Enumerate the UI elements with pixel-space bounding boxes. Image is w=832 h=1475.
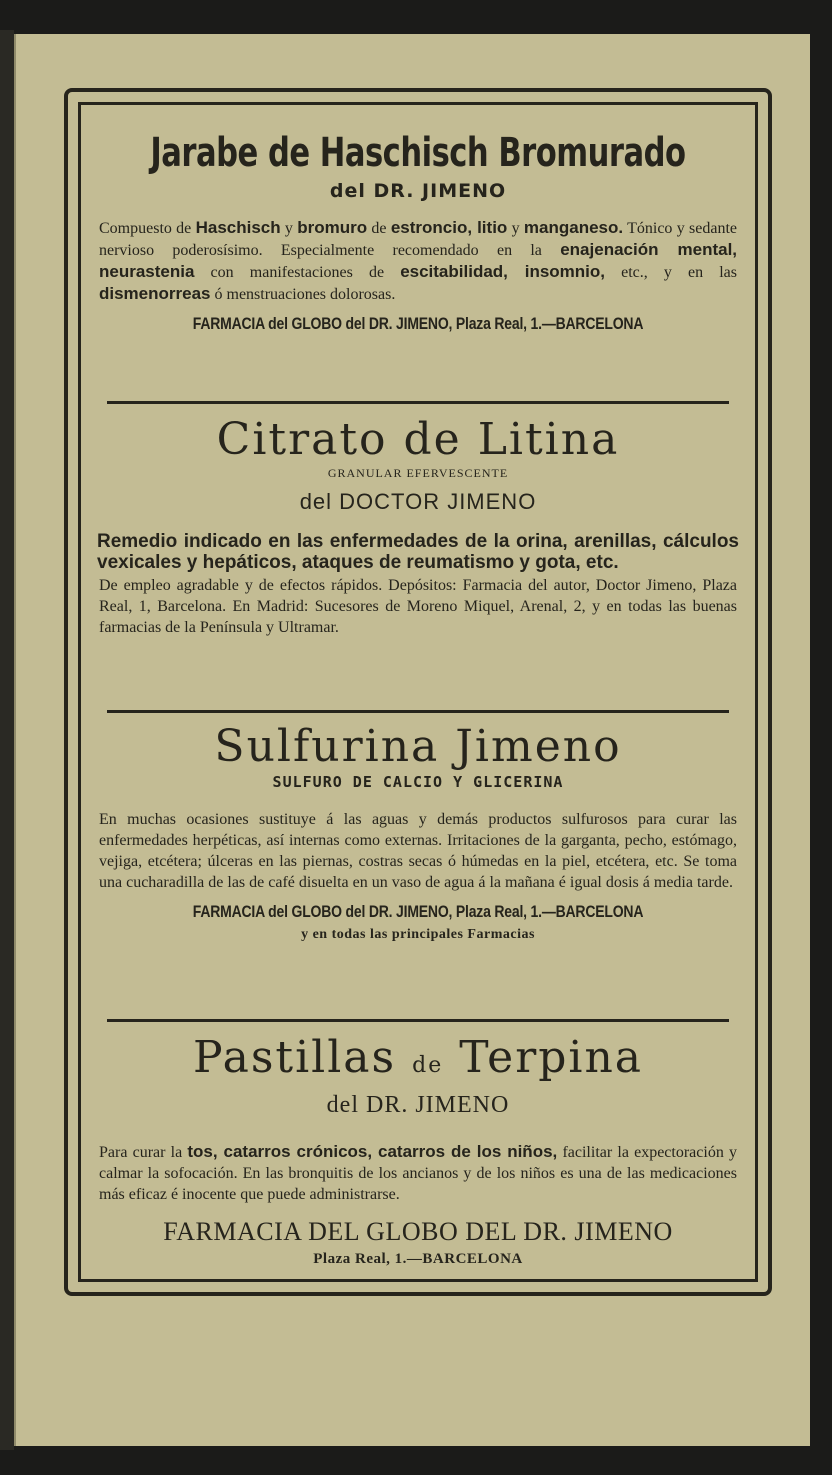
emphasis-run: dismenorreas <box>99 284 211 303</box>
text-run: facilitar la expectoración y calmar la sofocación. En las bronquitis de los ancianos y de los niños es una de las medicaciones más eficaz é inocente que puede administrarse. <box>99 1144 738 1203</box>
ad-title <box>97 1032 739 1092</box>
ad-subtitle: SULFURO DE CALCIO Y GLICERINA <box>272 773 564 791</box>
title-part: Terpina <box>459 1032 644 1083</box>
text-run: Compuesto de <box>99 220 196 237</box>
ad-subtitle: del DOCTOR JIMENO <box>299 489 537 514</box>
divider <box>107 401 729 404</box>
ad-sulfurina <box>97 721 739 1019</box>
text-run: y <box>280 220 298 237</box>
ad-title: Citrato de Litina <box>216 414 620 465</box>
text-run: de <box>367 220 391 237</box>
ad-subtitle: del DR. JIMENO <box>326 1092 510 1118</box>
pharmacy-line: FARMACIA DEL GLOBO DEL DR. JIMENO <box>163 1217 673 1246</box>
emphasis-run: tos, catarros crónicos, catarros de los niños, <box>187 1142 558 1161</box>
title-connector: de <box>412 1053 444 1078</box>
ad-subtitle: del DR. JIMENO <box>329 180 507 202</box>
text-run: Para curar la <box>99 1144 188 1161</box>
text-run: ó menstruaciones dolorosas. <box>210 286 396 303</box>
pharmacy-line: FARMACIA del GLOBO del DR. JIMENO, Plaza Real, 1.—BARCELONA <box>192 313 644 333</box>
ad-body: En muchas ocasiones sustituye á las aguas y demás productos sulfurosos para curar las enfermedades herpéticas, así internas como externas. Irritaciones de la garganta, pecho, estómago, vejiga, etcétera; úlceras en las piernas, costras secas ó húmedas en la piel, etcétera, etc. Se toma una cucharadilla de las de café disuelta en un vaso de agua á la mañana é igual dosis á media tarde. <box>99 811 737 891</box>
text-run: y <box>507 220 524 237</box>
emphasis-run: manganeso. <box>523 218 624 237</box>
emphasis-run: escitabilidad, insomnio, <box>400 262 606 281</box>
ad-kicker: GRANULAR EFERVESCENTE <box>327 466 509 480</box>
ad-body <box>97 217 739 305</box>
inner-frame <box>78 102 758 1282</box>
emphasis-run: estroncio, litio <box>390 218 508 237</box>
emphasis-run: bromuro <box>297 218 368 237</box>
ad-title: Sulfurina Jimeno <box>214 721 622 772</box>
ad-title: Jarabe de Haschisch Bromurado <box>150 129 686 177</box>
ad-note: y en todas las principales Farmacias <box>301 927 535 942</box>
text-run: etc., y en las <box>605 264 738 281</box>
ads-column <box>97 115 739 1269</box>
title-part: Pastillas <box>192 1032 397 1083</box>
divider <box>107 710 729 713</box>
ad-body: De empleo agradable y de efectos rápidos. Depósitos: Farmacia del autor, Doctor Jimeno, Plaza Real, 1, Barcelona. En Madrid: Sucesores de Moreno Miquel, Arenal, 2, y en todas las buenas farmacias de la Península y Ultramar. <box>99 577 737 636</box>
emphasis-run: Haschisch <box>195 218 281 237</box>
pharmacy-line: FARMACIA del GLOBO del DR. JIMENO, Plaza Real, 1.—BARCELONA <box>192 901 644 921</box>
ad-haschisch <box>97 129 739 401</box>
ad-bold-body: Remedio indicado en las enfermedades de la orina, arenillas, cálculos vexicales y hepáticos, ataques de reumatismo y gota, etc. <box>97 531 739 573</box>
page <box>14 34 810 1446</box>
pharmacy-address: Plaza Real, 1.—BARCELONA <box>313 1251 523 1267</box>
text-run: con manifestaciones de <box>194 264 401 281</box>
ad-body <box>97 1141 739 1205</box>
ad-pastillas <box>97 1032 739 1268</box>
text-run: Tónico y sedante nervioso poderosísimo. Especialmente recomendado en la <box>99 220 738 259</box>
emphasis-run: enajenación mental, neurastenia <box>99 240 738 281</box>
outer-frame <box>64 88 772 1296</box>
divider <box>107 1019 729 1022</box>
book-spine <box>0 30 14 1450</box>
ad-citrato <box>97 414 739 710</box>
